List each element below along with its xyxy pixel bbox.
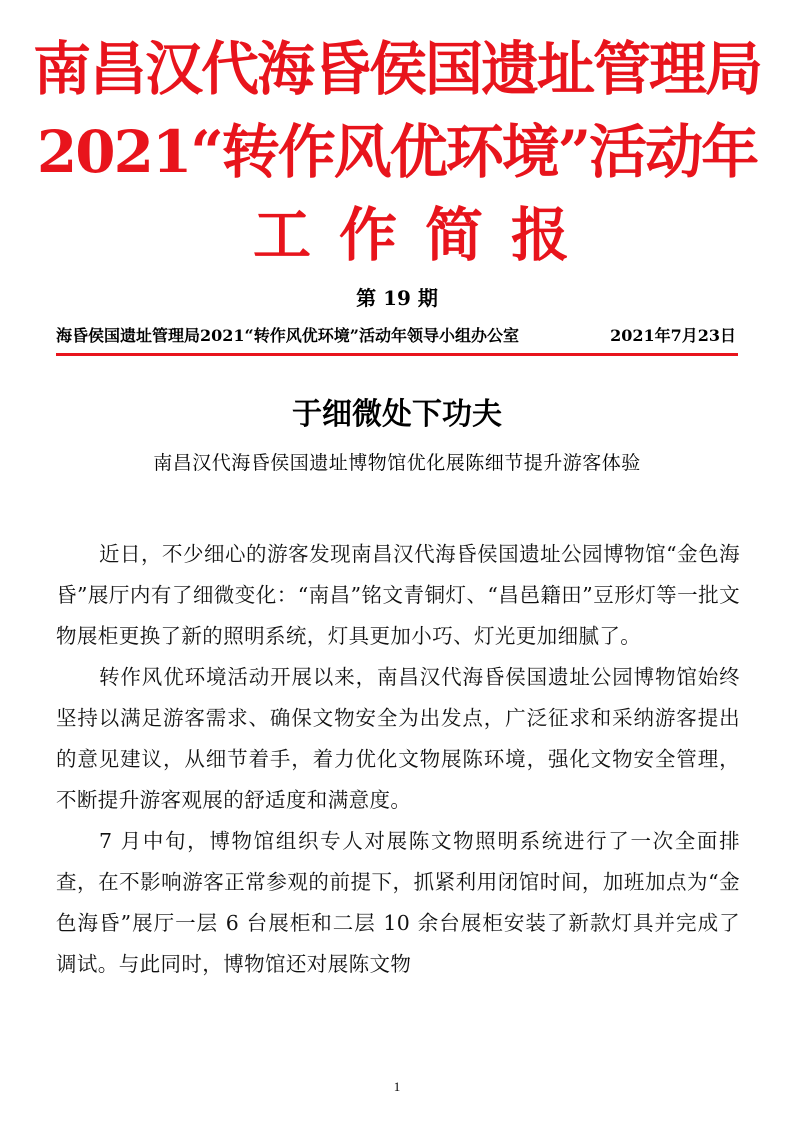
masthead-line-3: 工作简报 xyxy=(252,201,597,269)
publish-date: 2021年7月23日 xyxy=(610,326,736,345)
page-number: 1 xyxy=(393,1079,401,1094)
issue-number: 第 19 期 xyxy=(356,286,438,310)
article-body xyxy=(56,534,740,985)
article-title: 于细微处下功夫 xyxy=(292,397,502,432)
masthead-line-2: 2021“转作风优环境”活动年 xyxy=(36,118,758,186)
paragraph: 近日，不少细心的游客发现南昌汉代海昏侯国遗址公园博物馆“金色海昏”展厅内有了细微变化：“南昌”铭文青铜灯、“昌邑籍田”豆形灯等一批文物展柜更换了新的照明系统，灯具更加小巧、灯光更加细腻了。 xyxy=(56,542,740,648)
publisher-line xyxy=(56,328,736,344)
masthead-line-1: 南昌汉代海昏侯国遗址管理局 xyxy=(32,35,761,103)
red-divider xyxy=(56,353,738,356)
article-subtitle: 南昌汉代海昏侯国遗址博物馆优化展陈细节提升游客体验 xyxy=(153,452,641,474)
paragraph: 转作风优环境活动开展以来，南昌汉代海昏侯国遗址公园博物馆始终坚持以满足游客需求、确保文物安全为出发点，广泛征求和采纳游客提出的意见建议，从细节着手，着力优化文物展陈环境，强化文物安全管理，不断提升游客观展的舒适度和满意度。 xyxy=(56,665,740,812)
paragraph: 7 月中旬，博物馆组织专人对展陈文物照明系统进行了一次全面排查，在不影响游客正常参观的前提下，抓紧利用闭馆时间，加班加点为“金色海昏”展厅一层 6 台展柜和二层 10 余台展柜安装了新款灯具并完成了调试。与此同时，博物馆还对展陈文物 xyxy=(56,829,740,976)
publisher: 海昏侯国遗址管理局2021“转作风优环境”活动年领导小组办公室 xyxy=(56,326,519,345)
